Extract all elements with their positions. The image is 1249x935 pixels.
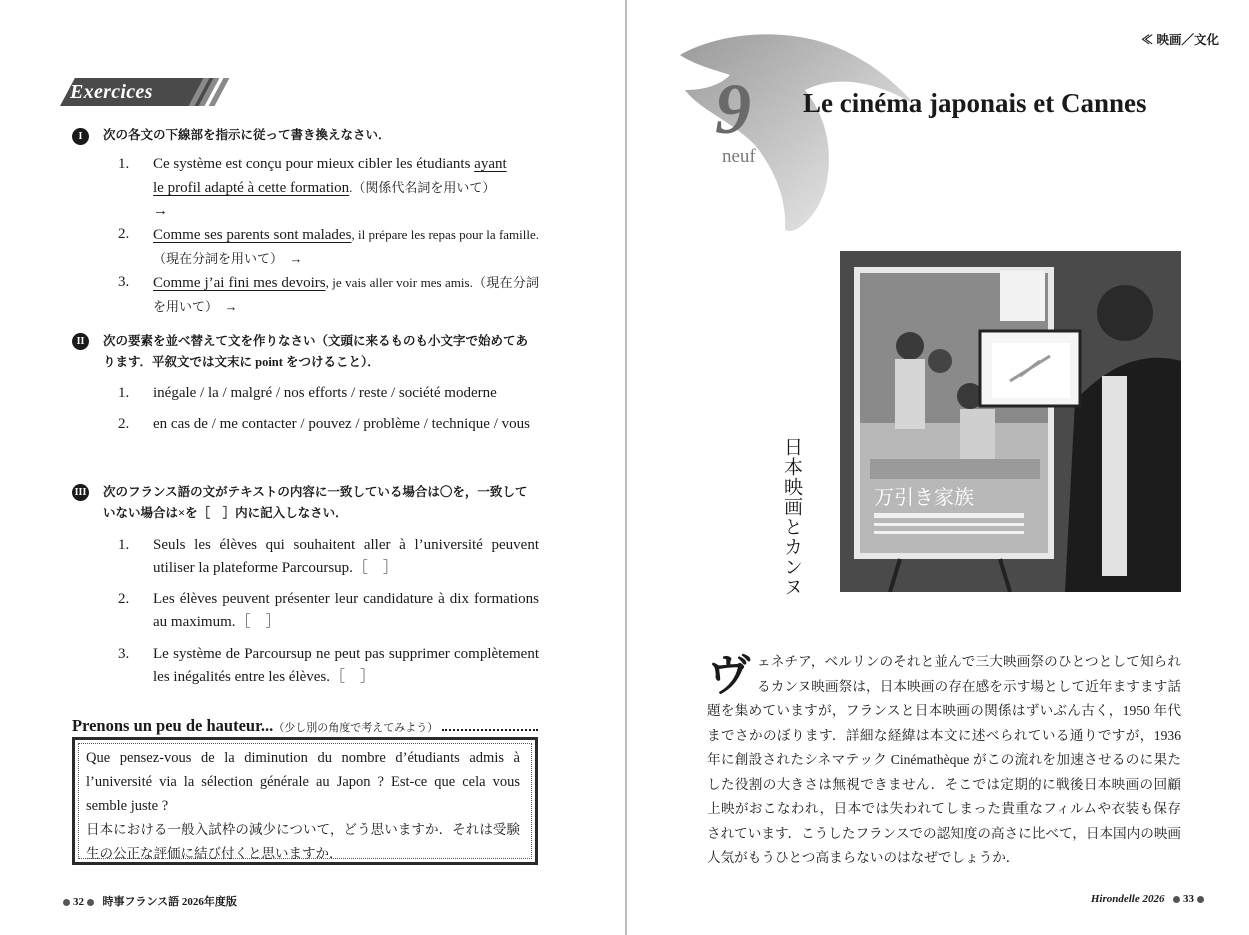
cannes-photo	[840, 251, 1181, 592]
item-number: 2.	[118, 416, 130, 432]
exercise-item: Le système de Parcoursup ne peut pas supprimer complètement les inégalités entre les élèves.［ ］	[153, 646, 539, 685]
section-instruction-2: 次の要素を並べ替えて文を作りなさい（文頭に来るものも小文字で始めてあります．平叙文では文末に point をつけること）．	[103, 334, 529, 369]
exercise-item: en cas de / me contacter / pouvez / problème / technique / vous	[153, 416, 530, 432]
exercise-item: inégale / la / malgré / nos efforts / reste / société moderne	[153, 385, 497, 401]
item-number: 2.	[118, 591, 130, 607]
exercise-item: Les élèves peuvent présenter leur candidature à dix formations au maximum.［ ］	[153, 591, 539, 630]
drop-cap: ヴ	[707, 651, 751, 700]
body-text: ヴェネチア，ベルリンのそれと並んで三大映画祭のひとつとして知られるカンヌ映画祭は，日本映画の存在感を示す場として近年ますます話題を集めていますが，フランスと日本映画の関係はずいぶん古く，1950 年代までさかのぼります．詳細な経緯は本文に述べられている通りですが，1936 年に創設されたシネマテック Cinémathèque がこの流れを加速させるのに果たした役割の大きさは無視できません．そこでは定期的に戦後日本映画の回顧上映がおこなわれ，日本では失われてしまった貴重なフィルムや衣装も保存されています．こうしたフランスでの認知度の高さに比べて，日本国内の映画人気がもうひとつ高まらないのはなぜでしょうか．	[707, 651, 1182, 865]
item-number: 1.	[118, 385, 130, 401]
section-badge-2: II	[72, 333, 89, 350]
exercices-title: Exercices	[70, 81, 153, 103]
item-number: 1.	[118, 156, 130, 172]
exercise-item: Ce système est conçu pour mieux cibler les étudiants ayant le profil adapté à cette formation.（関係代名詞を用いて） →	[153, 156, 507, 219]
prenons-text: Que pensez-vous de la diminution du nombre d’étudiants admis à l’université via la sélection générale au Japon ? Est-ce que cela vous semble juste ? 日本における一般入試枠の減少について，どう思いますか．それは受験生の公正な評価に結び付くと思いますか．	[86, 750, 520, 861]
poster-title: 万引き家族	[874, 485, 974, 509]
section-badge-3: III	[72, 484, 89, 501]
item-number: 3.	[118, 646, 130, 662]
prenons-title: Prenons un peu de hauteur...（少し別の角度で考えてみよう）	[72, 716, 439, 735]
section-tag: ≪ 映画／文化	[1140, 33, 1219, 47]
right-folio: Hirondelle 2026 33	[1091, 893, 1207, 905]
item-number: 2.	[118, 226, 130, 242]
exercise-item: Comme j’ai fini mes devoirs, je vais aller voir mes amis.（現在分詞を用いて） →	[153, 275, 539, 314]
exercise-item: Seuls les élèves qui souhaitent aller à l’université peuvent utiliser la plateforme Parcoursup.［ ］	[153, 537, 539, 576]
section-instruction-1: 次の各文の下線部を指示に従って書き換えなさい．	[103, 128, 391, 142]
section-badge-1: I	[72, 128, 89, 145]
item-number: 1.	[118, 537, 130, 553]
left-folio: 32 時事フランス語 2026年度版	[60, 893, 237, 909]
exercise-item: Comme ses parents sont malades, il prépare les repas pour la famille.（現在分詞を用いて） →	[153, 227, 540, 266]
chapter-word: neuf	[722, 146, 756, 167]
right-page	[627, 0, 1249, 935]
vertical-title: 日本映画とカンヌ	[781, 437, 802, 597]
section-instruction-3: 次のフランス語の文がテキストの内容に一致している場合は〇を，一致していない場合は×を［ ］内に記入しなさい．	[103, 485, 528, 520]
chapter-number: 9	[715, 69, 751, 149]
item-number: 3.	[118, 274, 130, 290]
divider	[442, 729, 538, 731]
chapter-title: Le cinéma japonais et Cannes	[803, 88, 1147, 118]
